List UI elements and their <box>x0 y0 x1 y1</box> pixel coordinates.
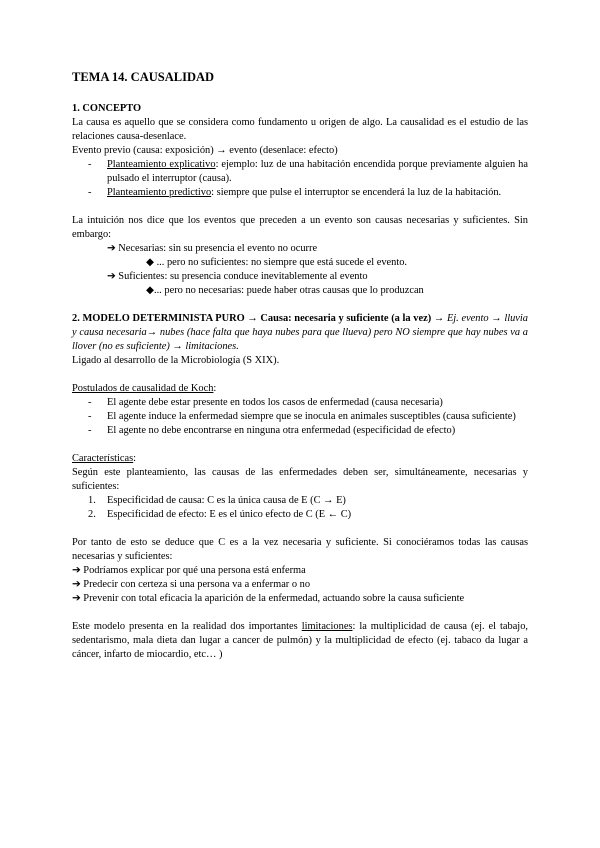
limitations-text-b: : la multiplicidad de causa (ej. el tabajo, sedentarismo, mala dieta dan lugar a cancer de pulmón) y la multiplicidad de efecto (ej. tabaco da lugar a cáncer, infarto de miocardio, etc… ) <box>72 621 528 660</box>
explicative-label: Planteamiento explicativo <box>107 159 216 170</box>
section-1-heading: 1. CONCEPTO <box>72 103 142 114</box>
koch-list <box>72 396 528 438</box>
list-item <box>72 158 528 186</box>
specificity-list <box>72 494 528 522</box>
list-number: 1. <box>88 495 96 506</box>
arrow-item: ➔ Predecir con certeza si una persona va a enfermar o no <box>72 579 311 590</box>
characteristics-heading-text: Características <box>72 453 134 464</box>
characteristics-heading <box>72 452 528 466</box>
list-item: - El agente no debe encontrarse en ninguna otra enfermedad (especificidad de efecto) <box>72 424 528 438</box>
document-page <box>72 70 528 662</box>
limitations-text-a: Este modelo presenta en la realidad dos importantes <box>72 621 302 632</box>
section-2-paragraph <box>72 312 528 354</box>
predictive-text: : siempre que pulse el interruptor se encenderá la luz de la habitación. <box>211 187 502 198</box>
microbiology-line: Ligado al desarrollo de la Microbiología (S XIX). <box>72 355 280 366</box>
characteristics-colon: : <box>133 453 137 464</box>
section-2-example: → Ej. evento → lluvia y causa necesaria→ nubes (hace falta que haya nubes para que llueva) pero NO siempre que hay nubes va a llover (no es suficiente) → limitaciones. <box>72 313 528 352</box>
limitations-paragraph <box>72 620 528 662</box>
characteristics-paragraph: Según este planteamiento, las causas de las enfermedades deben ser, simultáneamente, necesarias y suficientes: <box>72 467 528 492</box>
predictive-label: Planteamiento predictivo <box>107 187 212 198</box>
concept-paragraph: La causa es aquello que se considera como fundamento u origen de algo. La causalidad es el estudio de las relaciones causa-desenlace. <box>72 117 528 142</box>
list-item: - El agente induce la enfermedad siempre que se inocula en animales susceptibles (causa suficiente) <box>72 410 528 424</box>
approach-list <box>72 158 528 200</box>
limitations-word: limitaciones <box>301 621 353 632</box>
event-formula: Evento previo (causa: exposición) → evento (desenlace: efecto) <box>72 145 338 156</box>
section-2-heading: 2. MODELO DETERMINISTA PURO → Causa: necesaria y suficiente (a la vez) <box>72 313 432 324</box>
list-text: Especificidad de causa: C es la única causa de E (C → E) <box>107 495 346 506</box>
arrow-item: ➔ Prevenir con total eficacia la aparición de la enfermedad, actuando sobre la causa suficiente <box>72 593 465 604</box>
explicative-text: : ejemplo: luz de una habitación encendida porque previamente alguien ha pulsado el interruptor (causa). <box>107 159 528 184</box>
not-necessary-item: ◆... pero no necesarias: puede haber otras causas que lo produzcan <box>146 285 424 296</box>
deduction-paragraph: Por tanto de esto se deduce que C es a la vez necesaria y suficiente. Si conociéramos todas las causas necesarias y suficientes: <box>72 537 528 562</box>
list-item <box>72 186 528 200</box>
arrow-item: ➔ Podríamos explicar por qué una persona está enferma <box>72 565 306 576</box>
koch-heading-text: Postulados de causalidad de Koch <box>72 383 214 394</box>
not-sufficient-item: ◆ ... pero no suficientes: no siempre que está sucede el evento. <box>146 257 408 268</box>
list-text: Especificidad de efecto: E es el único efecto de C (E ← C) <box>107 509 352 520</box>
necessary-item: ➔ Necesarias: sin su presencia el evento no ocurre <box>107 243 318 254</box>
list-number: 2. <box>88 509 96 520</box>
list-item <box>72 508 528 522</box>
list-item: - El agente debe estar presente en todos los casos de enfermedad (causa necesaria) <box>72 396 528 410</box>
intuition-paragraph: La intuición nos dice que los eventos que preceden a un evento son causas necesarias y suficientes. Sin embargo: <box>72 215 528 240</box>
koch-colon: : <box>213 383 217 394</box>
sufficient-item: ➔ Suficientes: su presencia conduce inevitablemente al evento <box>107 271 368 282</box>
document-title: TEMA 14. CAUSALIDAD <box>72 70 215 84</box>
koch-heading <box>72 382 528 396</box>
list-item <box>72 494 528 508</box>
